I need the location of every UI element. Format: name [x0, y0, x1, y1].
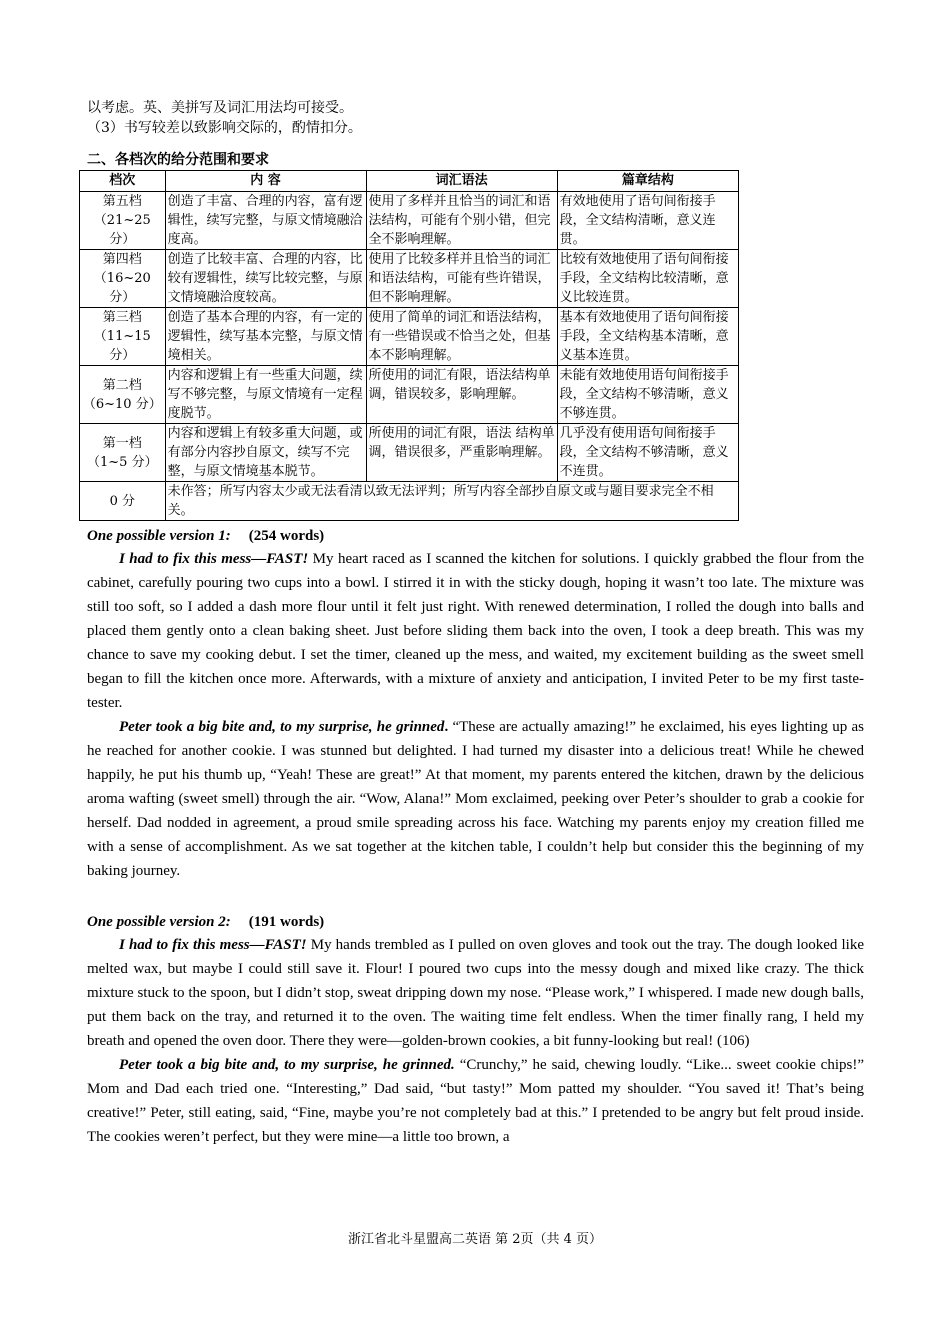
intro-line-1: 以考虑。英、美拼写及词汇用法均可接受。	[87, 100, 353, 116]
version-1-p2-dot: .	[444, 719, 449, 735]
structure-cell: 基本有效地使用了语句间衔接手段，全文结构基本清晰，意义基本连贯。	[557, 308, 738, 366]
level-cell: 0 分	[80, 482, 166, 521]
structure-cell: 有效地使用了语句间衔接手段，全文结构清晰，意义连贯。	[557, 192, 738, 250]
version-1-heading	[87, 525, 864, 547]
version-2-p2-lead: Peter took a big bite and, to my surprise, he grinned.	[119, 1057, 455, 1073]
structure-cell: 几乎没有使用语句间衔接手段，全文结构不够清晰，意义不连贯。	[557, 424, 738, 482]
vocab-cell: 所使用的词汇有限，语法结构单调，错误较多，影响理解。	[366, 366, 557, 424]
level-cell	[80, 192, 166, 250]
version-2-paragraph-2	[87, 1053, 864, 1149]
vocab-cell: 使用了多样并且恰当的词汇和语法结构，可能有个别小错，但完全不影响理解。	[366, 192, 557, 250]
header-content: 内 容	[165, 171, 366, 192]
section-title: 二、各档次的给分范围和要求	[87, 152, 269, 168]
version-2-title: One possible version 2:	[87, 914, 231, 930]
vocab-cell: 所使用的词汇有限，语法 结构单调，错误很多，严重影响理解。	[366, 424, 557, 482]
level-name: 第四档	[102, 252, 142, 267]
zero-description: 未作答；所写内容太少或无法看清以致无法评判；所写内容全部抄自原文或与题目要求完全不相关。	[165, 482, 738, 521]
level-cell	[80, 424, 166, 482]
version-1-p2-text: “These are actually amazing!” he exclaimed, his eyes lighting up as he reached for another cookie. I was stunned but delighted. I had turned my disaster into a delicious treat! While he chewed happily, he put his thumb up, “Yeah! These are great!” At that moment, my parents entered the kitchen, drawn by the delicious aroma wafting (sweet smell) through the air. “Wow, Alana!” Mom exclaimed, peeking over Peter’s shoulder to grab a cookie for herself. Dad nodded in agreement, a proud smile spreading across his face. Watching my parents enjoy my creation filled me with a sense of accomplishment. As we sat together at the kitchen table, I couldn’t help but consider this the beginning of my baking journey.	[87, 719, 864, 879]
content-cell: 创造了丰富、合理的内容，富有逻辑性，续写完整，与原文情境融洽度高。	[165, 192, 366, 250]
table-row	[80, 250, 739, 308]
version-2-paragraph-1	[87, 933, 864, 1053]
header-structure: 篇章结构	[557, 171, 738, 192]
table-row-zero	[80, 482, 739, 521]
content-cell: 创造了基本合理的内容，有一定的逻辑性，续写基本完整，与原文情境相关。	[165, 308, 366, 366]
version-2-p1-lead: I had to fix this mess—FAST!	[119, 937, 307, 953]
content-cell: 创造了比较丰富、合理的内容，比较有逻辑性，续写比较完整，与原文情境融洽度较高。	[165, 250, 366, 308]
version-1-p1-lead: I had to fix this mess—FAST!	[119, 551, 309, 567]
version-1-p1-text: My heart raced as I scanned the kitchen for solutions. I quickly grabbed the flour from the cabinet, carefully pouring two cups into a bowl. I stirred it in with the sticky dough, hoping it wasn’t too late. The mixture was still too soft, so I added a dash more flour until it felt just right. With renewed determination, I rolled the dough into balls and placed them gently onto a clean baking sheet. Just before sliding them back into the oven, I took a deep breath. This was my chance to save my cooking debut. I set the timer, cleaned up the mess, and waited, my excitement building as the sweet smell began to fill the kitchen once more. Afterwards, with a mixture of anxiety and anticipation, I invited Peter to be my first taste-tester.	[87, 551, 864, 711]
level-name: 第二档	[102, 377, 142, 393]
level-cell	[80, 366, 166, 424]
content-cell: 内容和逻辑上有一些重大问题，续写不够完整，与原文情境有一定程度脱节。	[165, 366, 366, 424]
structure-cell: 比较有效地使用了语句间衔接手段，全文结构比较清晰，意义比较连贯。	[557, 250, 738, 308]
header-level: 档次	[80, 171, 166, 192]
level-name: 第一档	[102, 435, 142, 451]
version-1-paragraph-2	[87, 715, 864, 883]
version-2-heading	[87, 911, 864, 933]
version-2-p2-text: “Crunchy,” he said, chewing loudly. “Like... sweet cookie chips!” Mom and Dad each tried one. “Interesting,” Dad said, “but tasty!” Mom patted my shoulder. “You saved it! That’s being creative!” Peter, still eating, said, “Fine, maybe you’re not completely bad at this.” I pretended to be angry but felt proud inside. The cookies weren’t perfect, but they were mine—a little too brown, a	[87, 1057, 864, 1145]
scoring-table	[79, 170, 739, 521]
version-1-paragraph-1	[87, 547, 864, 715]
version-1-p2-lead: Peter took a big bite and, to my surprise, he grinned	[119, 719, 445, 735]
page-content	[82, 98, 865, 1149]
version-2-p1-text: My hands trembled as I pulled on oven gloves and took out the tray. The dough looked like melted wax, but maybe I could still save it. Flour! I poured two cups into the messy dough and mixed like crazy. The thick mixture stuck to the spoon, but I didn’t stop, sweat dripping down my nose. “Please work,” I whispered. I made new dough balls, put them back on the tray, and returned it to the oven. The waiting time felt endless. When the timer finally rang, I held my breath and opened the oven door. There they were—golden-brown cookies, a bit funny-looking but real! (106)	[87, 937, 865, 1049]
version-2-word-count: (191 words)	[248, 914, 325, 930]
vocab-cell: 使用了简单的词汇和语法结构，有一些错误或不恰当之处，但基本不影响理解。	[366, 308, 557, 366]
level-range: （16~20 分）	[93, 271, 151, 305]
table-row	[80, 192, 739, 250]
table-row	[80, 308, 739, 366]
page-footer: 浙江省北斗星盟高二英语 第 2页（共 4 页）	[347, 1232, 603, 1247]
content-cell: 内容和逻辑上有较多重大问题，或有部分内容抄自原文，续写不完整，与原文情境基本脱节。	[165, 424, 366, 482]
level-range: （21~25 分）	[93, 213, 151, 247]
table-row	[80, 366, 739, 424]
level-name: 第三档	[102, 310, 142, 325]
intro-line-2: （3）书写较差以致影响交际的，酌情扣分。	[87, 120, 362, 136]
header-vocab: 词汇语法	[366, 171, 557, 192]
level-range: （1~5 分）	[87, 454, 158, 470]
table-row	[80, 424, 739, 482]
level-range: （11~15 分）	[93, 329, 151, 363]
level-cell	[80, 250, 166, 308]
table-header-row	[80, 171, 739, 192]
level-name: 第五档	[102, 194, 142, 209]
level-range: （6~10 分）	[82, 396, 162, 412]
vocab-cell: 使用了比较多样并且恰当的词汇和语法结构，可能有些许错误，但不影响理解。	[366, 250, 557, 308]
version-1-title: One possible version 1:	[87, 528, 231, 544]
level-cell	[80, 308, 166, 366]
version-1-word-count: (254 words)	[248, 528, 325, 544]
structure-cell: 未能有效地使用语句间衔接手段，全文结构不够清晰，意义不够连贯。	[557, 366, 738, 424]
